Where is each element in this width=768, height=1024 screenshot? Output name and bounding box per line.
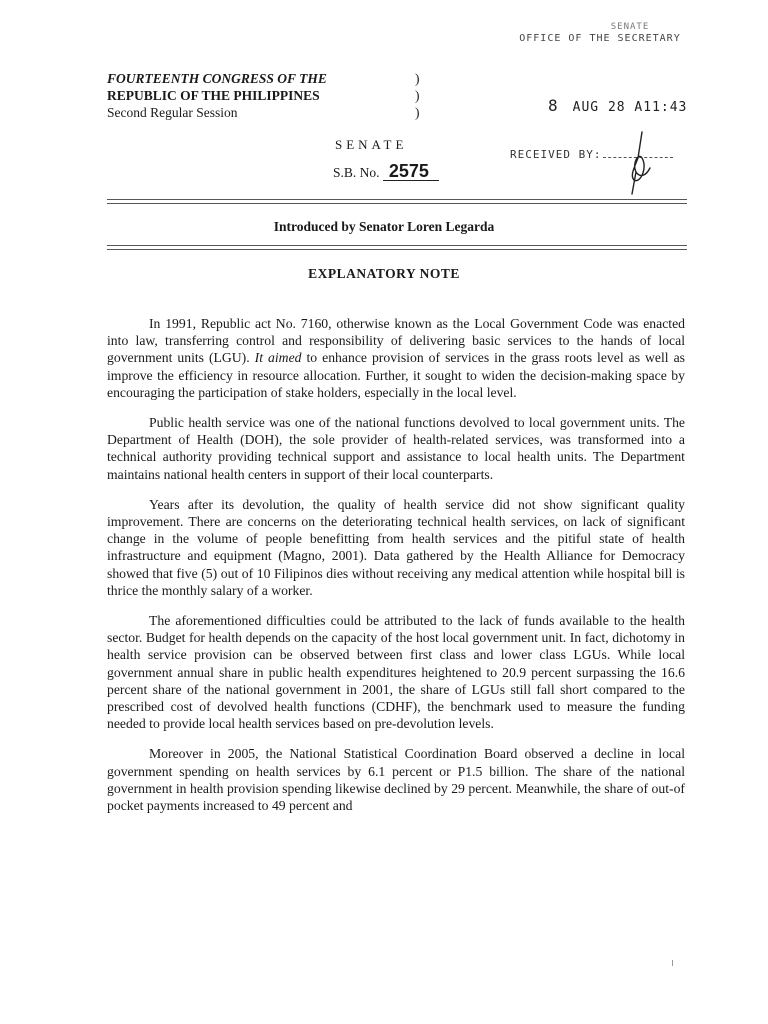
paragraph-3: Years after its devolution, the quality of health service did not show significant quality improvement. There are concerns on the deteriorating technical health services, on lack of significant change in the volume of people benefitting from health services and the pitiful state of health infrastructure and equipment (Magno, 2001). Data gathered by the Health Alliance for Democracy showed that five (5) out of 10 Filipinos dies without receiving any medical attention while hospital bill is thrice the monthly salary of a worker. — [107, 496, 685, 598]
senate-title: SENATE — [335, 137, 408, 152]
paragraph-5: Moreover in 2005, the National Statistical Coordination Board observed a decline in local government spending on health services by 6.1 percent or P1.5 billion. The share of the national government in health provision spending likewise declined by 29 percent. Meanwhile, the share of out-of pocket payments increased to 49 percent and — [107, 746, 685, 814]
paren-3: ) — [415, 105, 420, 120]
paragraph-4: The aforementioned difficulties could be attributed to the lack of funds available to the health sector. Budget for health depends on the capacity of the host local government unit. In fact, dichotomy in health service provision can be observed between first class and lower class LGUs. While local government annual share in public health expenditures heightened to 20.9 percent surpassing the 16.6 percent share of the national government in 2001, the share of LGUs still fall short compared to the prescribed cost of devolved health functions (CDHF), the benchmark used to measure the funding needed to provide local health services based on pre-devolution levels. — [107, 613, 685, 732]
paragraph-1-part-c: to enhance provision of services in the grass roots level as well as improve the efficiency in resource allocation. Further, it sought to widen the decision-making space by encouraging the participation of stake holders, especially in the local level. — [107, 350, 685, 400]
congress-header — [107, 70, 427, 121]
bill-number-label: S.B. No. — [333, 165, 380, 180]
session-line: Second Regular Session — [107, 105, 238, 120]
date-stamp-number: 8 — [548, 96, 559, 115]
stamp-senate-text: SENATE — [610, 22, 650, 32]
paragraph-1 — [107, 315, 685, 401]
stamp-office-text: OFFICE OF THE SECRETARY — [519, 33, 681, 44]
office-stamp — [505, 22, 695, 44]
bill-number — [333, 162, 439, 181]
bill-number-value: 2575 — [383, 162, 439, 181]
paragraph-2: Public health service was one of the national functions devolved to local government units. The Department of Health (DOH), the sole provider of health-related services, was transformed into a technical authority providing technical support and assistance to local health units. The Department maintains national health centers in support of their local counterparts. — [107, 415, 685, 482]
divider-top — [107, 199, 687, 200]
divider-middle-2 — [107, 249, 687, 250]
date-stamp — [548, 96, 687, 115]
congress-line-1: FOURTEENTH CONGRESS OF THE — [107, 71, 327, 86]
congress-line-2: REPUBLIC OF THE PHILIPPINES — [107, 88, 320, 103]
introduced-by: Introduced by Senator Loren Legarda — [273, 219, 495, 234]
paragraph-1-part-a: In 1991, Republic act No. 7160, otherwise known as the Local Government Code was enacted into law, transferring control and responsibility of delivering basic services to the hands of local government units (LGU). — [107, 316, 685, 366]
divider-top-2 — [107, 203, 687, 204]
explanatory-note-body — [107, 315, 685, 827]
divider-middle — [107, 245, 687, 246]
paragraph-1-italic: It aimed — [254, 350, 302, 366]
paren-1: ) — [415, 71, 420, 86]
signature-mark — [612, 128, 672, 198]
date-stamp-text: AUG 28 A11:43 — [572, 100, 688, 115]
received-by-label: RECEIVED BY: — [510, 148, 602, 161]
explanatory-note-title: EXPLANATORY NOTE — [308, 266, 460, 281]
paren-2: ) — [415, 88, 420, 103]
scan-mark — [672, 960, 673, 966]
